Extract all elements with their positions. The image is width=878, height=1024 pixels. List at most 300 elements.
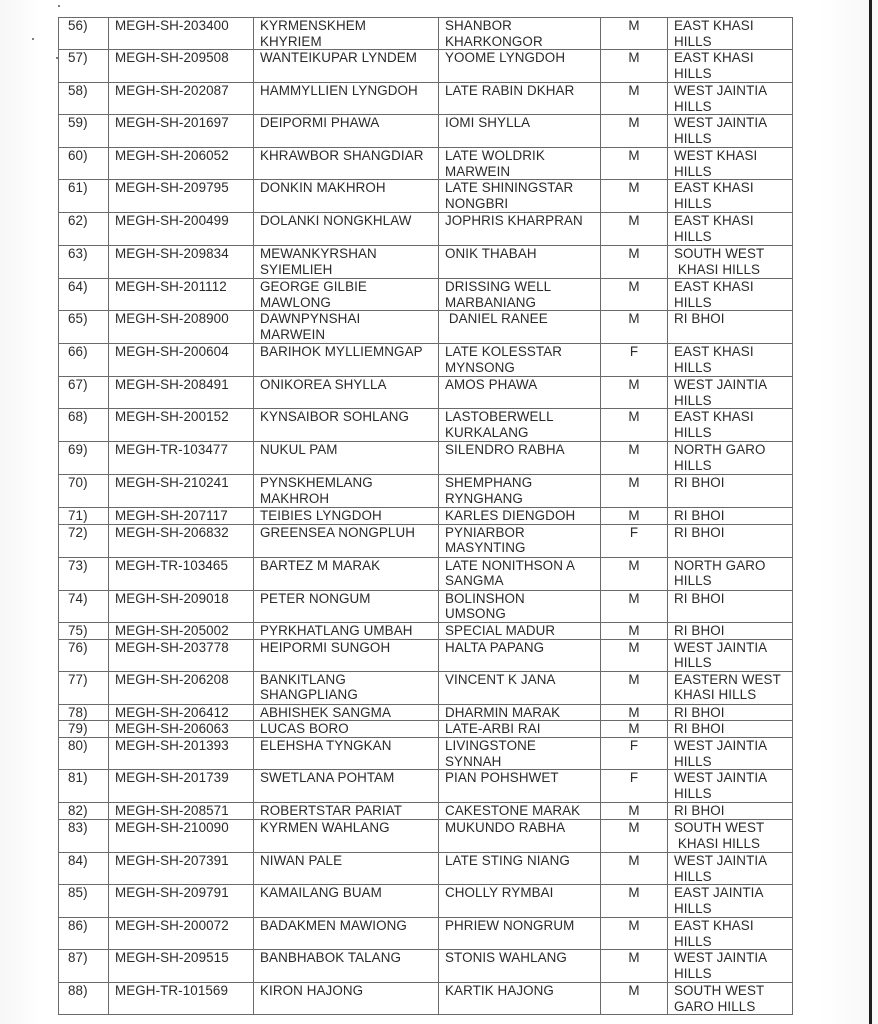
district-cell	[668, 115, 793, 148]
district-cell	[668, 442, 793, 475]
candidate-name-line: KYRMENSKHEM	[260, 18, 367, 33]
serial-number-cell: 82)	[59, 803, 109, 820]
father-name-cell	[439, 918, 601, 950]
gender-cell: M	[601, 820, 668, 853]
father-name-line: LATE SHININGSTAR	[445, 180, 574, 195]
registration-id-cell: MEGH-SH-201697	[109, 115, 254, 148]
gender-cell: M	[601, 950, 668, 983]
registration-id-cell: MEGH-SH-208491	[109, 377, 254, 409]
father-name-cell	[439, 590, 601, 622]
serial-number-cell: 59)	[59, 115, 109, 148]
district-cell	[668, 885, 793, 918]
candidate-name-line: PETER NONGUM	[260, 590, 371, 606]
district-line: WEST JAINTIA	[674, 639, 768, 655]
table-row	[59, 50, 793, 83]
father-name-cell	[439, 983, 601, 1015]
district-cell	[668, 557, 793, 590]
district-cell	[668, 83, 793, 115]
candidate-name-cell	[254, 148, 439, 180]
district-cell	[668, 950, 793, 983]
candidate-name-line: SWETLANA POHTAM	[260, 770, 395, 785]
gender-cell: M	[601, 213, 668, 246]
father-name-line: DANIEL RANEE	[445, 311, 548, 326]
candidate-name-line: NIWAN PALE	[260, 853, 343, 868]
district-line: HILLS	[674, 753, 712, 769]
registration-id-cell: MEGH-TR-103465	[109, 557, 254, 590]
table-row	[59, 18, 793, 50]
serial-number-cell: 84)	[59, 853, 109, 885]
serial-number-cell: 77)	[59, 671, 109, 704]
candidate-name-cell	[254, 409, 439, 442]
serial-number-cell: 86)	[59, 918, 109, 950]
district-cell	[668, 639, 793, 671]
registration-id-cell: MEGH-SH-203400	[109, 18, 254, 50]
gender-cell: M	[601, 704, 668, 721]
gender-cell: M	[601, 311, 668, 344]
candidate-name-line: WANTEIKUPAR LYNDEM	[260, 50, 418, 65]
father-name-line: LATE STING NIANG	[445, 853, 570, 868]
candidate-name-cell	[254, 377, 439, 409]
gender-cell: F	[601, 344, 668, 377]
district-cell	[668, 409, 793, 442]
candidate-name-cell	[254, 213, 439, 246]
table-row	[59, 344, 793, 377]
candidate-name-line: ONIKOREA SHYLLA	[260, 377, 387, 392]
father-name-cell	[439, 18, 601, 50]
district-line: HILLS	[674, 33, 712, 49]
table-row	[59, 524, 793, 557]
candidate-name-cell	[254, 639, 439, 671]
father-name-cell	[439, 853, 601, 885]
district-line: WEST JAINTIA	[674, 377, 768, 392]
district-cell	[668, 344, 793, 377]
gender-cell: M	[601, 377, 668, 409]
district-cell	[668, 50, 793, 83]
candidate-name-line: MAKHROH	[260, 490, 330, 506]
registration-id-cell: MEGH-SH-203778	[109, 639, 254, 671]
registration-id-cell: MEGH-SH-201393	[109, 738, 254, 770]
district-cell	[668, 590, 793, 622]
gender-cell: M	[601, 885, 668, 918]
table-row	[59, 803, 793, 820]
district-line: GARO HILLS	[674, 998, 756, 1014]
candidate-name-line: KHYRIEM	[260, 33, 322, 49]
father-name-line: LIVINGSTONE	[445, 738, 536, 753]
gender-cell: M	[601, 557, 668, 590]
district-line: HILLS	[674, 130, 712, 146]
candidate-name-cell	[254, 671, 439, 704]
gender-cell: F	[601, 738, 668, 770]
father-name-line: LATE RABIN DKHAR	[445, 83, 575, 98]
gender-cell: M	[601, 803, 668, 820]
father-name-line: MARBANIANG	[445, 294, 537, 310]
gender-cell: F	[601, 770, 668, 803]
registration-id-cell: MEGH-SH-200072	[109, 918, 254, 950]
serial-number-cell: 60)	[59, 148, 109, 180]
candidate-name-line: NUKUL PAM	[260, 442, 338, 457]
registration-id-cell: MEGH-SH-200152	[109, 409, 254, 442]
gender-cell: M	[601, 918, 668, 950]
gender-cell: M	[601, 115, 668, 148]
father-name-cell	[439, 770, 601, 803]
gender-cell: F	[601, 524, 668, 557]
candidate-name-line: GREENSEA NONGPLUH	[260, 524, 415, 540]
district-line: KHASI HILLS	[674, 261, 761, 277]
serial-number-cell: 62)	[59, 213, 109, 246]
candidate-name-cell	[254, 18, 439, 50]
candidate-name-line: LUCAS BORO	[260, 721, 349, 736]
district-line: HILLS	[674, 655, 712, 670]
gender-cell: M	[601, 639, 668, 671]
district-line: WEST JAINTIA	[674, 950, 768, 965]
gender-cell: M	[601, 590, 668, 622]
district-line: HILLS	[674, 195, 712, 211]
district-line: KHASI HILLS	[674, 687, 757, 702]
registration-id-cell: MEGH-SH-209795	[109, 180, 254, 213]
serial-number-cell: 88)	[59, 983, 109, 1015]
father-name-line: MARWEIN	[445, 163, 511, 179]
candidate-name-line: BADAKMEN MAWIONG	[260, 918, 407, 933]
table-row	[59, 853, 793, 885]
district-line: RI BHOI	[674, 803, 725, 818]
candidate-name-line: PYNSKHEMLANG	[260, 475, 373, 490]
father-name-cell	[439, 704, 601, 721]
gender-cell: M	[601, 442, 668, 475]
table-row	[59, 180, 793, 213]
gender-cell: M	[601, 279, 668, 311]
district-line: HILLS	[674, 392, 712, 408]
father-name-cell	[439, 885, 601, 918]
father-name-cell	[439, 557, 601, 590]
candidate-name-line: BARTEZ M MARAK	[260, 557, 381, 573]
serial-number-cell: 75)	[59, 622, 109, 639]
candidate-name-line: KYNSAIBOR SOHLANG	[260, 409, 410, 424]
district-line: EAST KHASI	[674, 50, 754, 65]
district-line: HILLS	[674, 573, 712, 588]
candidate-name-cell	[254, 50, 439, 83]
father-name-cell	[439, 180, 601, 213]
father-name-line: LATE NONITHSON A	[445, 557, 576, 573]
father-name-cell	[439, 115, 601, 148]
table-row	[59, 820, 793, 853]
candidate-name-line: DOLANKI NONGKHLAW	[260, 213, 412, 228]
candidate-name-cell	[254, 557, 439, 590]
district-cell	[668, 213, 793, 246]
gender-cell: M	[601, 83, 668, 115]
gender-cell: M	[601, 983, 668, 1015]
table-row	[59, 83, 793, 115]
candidate-name-cell	[254, 524, 439, 557]
father-name-cell	[439, 820, 601, 853]
district-cell	[668, 803, 793, 820]
serial-number-cell: 56)	[59, 18, 109, 50]
table-row	[59, 983, 793, 1015]
candidate-name-line: MARWEIN	[260, 326, 326, 342]
gender-cell: M	[601, 18, 668, 50]
father-name-cell	[439, 508, 601, 525]
registration-id-cell: MEGH-SH-200499	[109, 213, 254, 246]
district-line: HILLS	[674, 163, 712, 179]
table-row	[59, 918, 793, 950]
district-line: RI BHOI	[674, 524, 725, 540]
father-name-line: KURKALANG	[445, 424, 529, 440]
father-name-line: NONGBRI	[445, 195, 509, 211]
table-row	[59, 950, 793, 983]
district-cell	[668, 180, 793, 213]
district-cell	[668, 918, 793, 950]
father-name-line: SYNNAH	[445, 753, 502, 769]
district-cell	[668, 311, 793, 344]
table-row	[59, 442, 793, 475]
candidate-name-cell	[254, 83, 439, 115]
candidate-name-cell	[254, 803, 439, 820]
candidate-name-cell	[254, 721, 439, 738]
candidate-name-line: KIRON HAJONG	[260, 983, 364, 998]
table-row	[59, 671, 793, 704]
candidate-table	[58, 17, 793, 1015]
candidate-name-line: SHANGPLIANG	[260, 687, 358, 702]
table-row	[59, 590, 793, 622]
district-line: HILLS	[674, 457, 712, 473]
candidate-name-line: MAWLONG	[260, 294, 331, 310]
candidate-name-cell	[254, 311, 439, 344]
father-name-cell	[439, 50, 601, 83]
serial-number-cell: 72)	[59, 524, 109, 557]
district-line: WEST JAINTIA	[674, 770, 768, 785]
district-line: EAST JAINTIA	[674, 885, 764, 900]
father-name-line: LATE-ARBI RAI	[445, 721, 541, 736]
father-name-line: LATE WOLDRIK	[445, 148, 545, 163]
serial-number-cell: 81)	[59, 770, 109, 803]
registration-id-cell: MEGH-SH-206063	[109, 721, 254, 738]
serial-number-cell: 71)	[59, 508, 109, 525]
candidate-name-cell	[254, 983, 439, 1015]
table-row	[59, 475, 793, 508]
scan-speck	[32, 38, 34, 40]
district-cell	[668, 475, 793, 508]
father-name-line: LATE KOLESSTAR	[445, 344, 562, 359]
serial-number-cell: 87)	[59, 950, 109, 983]
father-name-line: PYNIARBOR	[445, 524, 525, 540]
father-name-cell	[439, 83, 601, 115]
district-line: HILLS	[674, 98, 712, 114]
father-name-line: SHEMPHANG	[445, 475, 533, 490]
table-row	[59, 721, 793, 738]
registration-id-cell: MEGH-TR-103477	[109, 442, 254, 475]
candidate-name-line: HEIPORMI SUNGOH	[260, 639, 391, 655]
district-line: RI BHOI	[674, 311, 725, 326]
candidate-name-cell	[254, 508, 439, 525]
registration-id-cell: MEGH-SH-207117	[109, 508, 254, 525]
district-line: HILLS	[674, 868, 712, 884]
serial-number-cell: 61)	[59, 180, 109, 213]
district-line: SOUTH WEST	[674, 820, 765, 835]
district-line: HILLS	[674, 359, 712, 375]
district-cell	[668, 246, 793, 279]
candidate-name-line: DAWNPYNSHAI	[260, 311, 361, 326]
serial-number-cell: 64)	[59, 279, 109, 311]
serial-number-cell: 80)	[59, 738, 109, 770]
table-row	[59, 279, 793, 311]
district-cell	[668, 622, 793, 639]
father-name-line: JOPHRIS KHARPRAN	[445, 213, 583, 228]
candidate-name-line: DEIPORMI PHAWA	[260, 115, 380, 130]
father-name-line: ONIK THABAH	[445, 246, 537, 261]
district-line: RI BHOI	[674, 622, 725, 638]
table-row	[59, 246, 793, 279]
gender-cell: M	[601, 622, 668, 639]
district-line: WEST JAINTIA	[674, 115, 768, 130]
registration-id-cell: MEGH-SH-206412	[109, 704, 254, 721]
serial-number-cell: 78)	[59, 704, 109, 721]
registration-id-cell: MEGH-SH-209834	[109, 246, 254, 279]
registration-id-cell: MEGH-SH-210090	[109, 820, 254, 853]
father-name-cell	[439, 148, 601, 180]
district-cell	[668, 508, 793, 525]
serial-number-cell: 70)	[59, 475, 109, 508]
registration-id-cell: MEGH-SH-201739	[109, 770, 254, 803]
district-line: RI BHOI	[674, 721, 725, 736]
registration-id-cell: MEGH-SH-209791	[109, 885, 254, 918]
candidate-name-cell	[254, 115, 439, 148]
father-name-cell	[439, 671, 601, 704]
district-cell	[668, 770, 793, 803]
candidate-name-line: BANBHABOK TALANG	[260, 950, 402, 965]
candidate-name-line: ABHISHEK SANGMA	[260, 704, 391, 720]
district-cell	[668, 279, 793, 311]
father-name-line: MUKUNDO RABHA	[445, 820, 566, 835]
district-line: WEST JAINTIA	[674, 738, 768, 753]
registration-id-cell: MEGH-SH-202087	[109, 83, 254, 115]
district-line: EASTERN WEST	[674, 671, 781, 687]
serial-number-cell: 65)	[59, 311, 109, 344]
district-cell	[668, 820, 793, 853]
candidate-name-line: KAMAILANG BUAM	[260, 885, 382, 900]
gender-cell: M	[601, 50, 668, 83]
district-line: KHASI HILLS	[674, 835, 761, 851]
candidate-name-cell	[254, 738, 439, 770]
table-row	[59, 115, 793, 148]
registration-id-cell: MEGH-SH-208571	[109, 803, 254, 820]
serial-number-cell: 68)	[59, 409, 109, 442]
candidate-name-cell	[254, 820, 439, 853]
father-name-cell	[439, 344, 601, 377]
father-name-line: BOLINSHON	[445, 590, 525, 606]
table-row	[59, 738, 793, 770]
candidate-name-cell	[254, 344, 439, 377]
district-line: RI BHOI	[674, 475, 725, 490]
district-line: EAST KHASI	[674, 18, 754, 33]
serial-number-cell: 66)	[59, 344, 109, 377]
table-row	[59, 704, 793, 721]
gender-cell: M	[601, 246, 668, 279]
father-name-line: VINCENT K JANA	[445, 671, 556, 687]
district-cell	[668, 853, 793, 885]
candidate-name-cell	[254, 442, 439, 475]
candidate-name-line: ELEHSHA TYNGKAN	[260, 738, 392, 753]
father-name-line: STONIS WAHLANG	[445, 950, 567, 965]
district-line: WEST JAINTIA	[674, 83, 768, 98]
father-name-cell	[439, 803, 601, 820]
registration-id-cell: MEGH-SH-201112	[109, 279, 254, 311]
page-edge-shadow	[869, 0, 872, 1024]
gender-cell: M	[601, 148, 668, 180]
gender-cell: M	[601, 671, 668, 704]
district-line: HILLS	[674, 294, 712, 310]
registration-id-cell: MEGH-SH-206832	[109, 524, 254, 557]
district-line: NORTH GARO	[674, 442, 766, 457]
father-name-cell	[439, 950, 601, 983]
father-name-line: SILENDRO RABHA	[445, 442, 565, 457]
table-row	[59, 148, 793, 180]
father-name-line: YOOME LYNGDOH	[445, 50, 566, 65]
father-name-line: UMSONG	[445, 606, 506, 621]
registration-id-cell: MEGH-SH-208900	[109, 311, 254, 344]
table-row	[59, 639, 793, 671]
registration-id-cell: MEGH-SH-206052	[109, 148, 254, 180]
district-line: WEST KHASI	[674, 148, 758, 163]
gender-cell: M	[601, 475, 668, 508]
table-row	[59, 885, 793, 918]
father-name-line: RYNGHANG	[445, 490, 523, 506]
candidate-name-cell	[254, 950, 439, 983]
district-line: RI BHOI	[674, 508, 725, 523]
serial-number-cell: 74)	[59, 590, 109, 622]
gender-cell: M	[601, 180, 668, 213]
table-row	[59, 409, 793, 442]
gender-cell: M	[601, 409, 668, 442]
serial-number-cell: 76)	[59, 639, 109, 671]
gender-cell: M	[601, 721, 668, 738]
candidate-name-line: BANKITLANG	[260, 671, 346, 687]
table-row	[59, 377, 793, 409]
candidate-name-cell	[254, 246, 439, 279]
candidate-name-cell	[254, 853, 439, 885]
district-cell	[668, 377, 793, 409]
district-line: HILLS	[674, 933, 712, 949]
district-line: RI BHOI	[674, 704, 725, 720]
father-name-line: SPECIAL MADUR	[445, 622, 556, 638]
father-name-cell	[439, 639, 601, 671]
district-cell	[668, 721, 793, 738]
father-name-line: PHRIEW NONGRUM	[445, 918, 575, 933]
father-name-line: CAKESTONE MARAK	[445, 803, 581, 818]
candidate-name-line: KHRAWBOR SHANGDIAR	[260, 148, 424, 163]
district-cell	[668, 18, 793, 50]
table-row	[59, 213, 793, 246]
registration-id-cell: MEGH-SH-206208	[109, 671, 254, 704]
father-name-cell	[439, 279, 601, 311]
registration-id-cell: MEGH-SH-207391	[109, 853, 254, 885]
father-name-cell	[439, 442, 601, 475]
serial-number-cell: 83)	[59, 820, 109, 853]
father-name-line: CHOLLY RYMBAI	[445, 885, 554, 900]
serial-number-cell: 85)	[59, 885, 109, 918]
candidate-name-cell	[254, 590, 439, 622]
father-name-line: PIAN POHSHWET	[445, 770, 559, 785]
candidate-name-line: PYRKHATLANG UMBAH	[260, 622, 413, 638]
father-name-line: AMOS PHAWA	[445, 377, 538, 392]
father-name-line: SANGMA	[445, 573, 504, 588]
serial-number-cell: 63)	[59, 246, 109, 279]
father-name-cell	[439, 213, 601, 246]
father-name-cell	[439, 738, 601, 770]
district-line: HILLS	[674, 424, 712, 440]
district-line: EAST KHASI	[674, 279, 754, 294]
candidate-name-cell	[254, 475, 439, 508]
father-name-cell	[439, 622, 601, 639]
serial-number-cell: 73)	[59, 557, 109, 590]
